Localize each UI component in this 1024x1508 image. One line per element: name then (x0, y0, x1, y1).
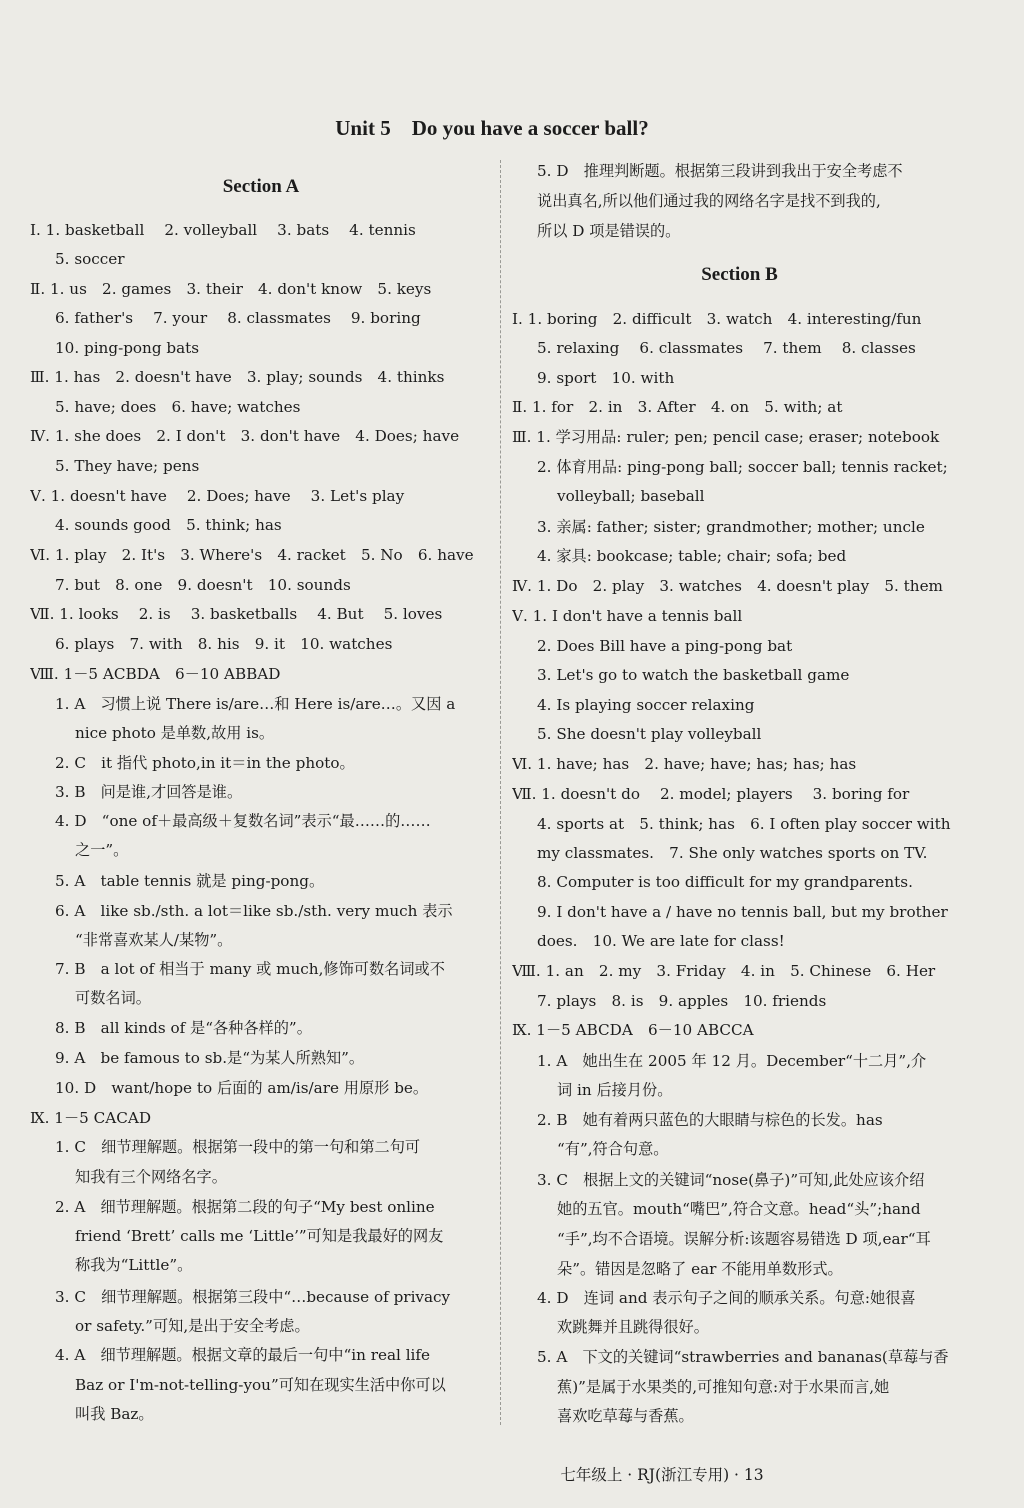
answer-line: 7. B a lot of 相当于 many 或 much,修饰可数名词或不 (55, 960, 445, 978)
answer-line: 4. sounds good 5. think; has (55, 516, 282, 534)
answer-line: 6. father's 7. your 8. classmates 9. boring (55, 309, 421, 327)
answer-line: my classmates. 7. She only watches sports on TV. (537, 844, 928, 862)
answer-line: Ⅲ. 1. 学习用品: ruler; pen; pencil case; eraser; notebook (512, 428, 940, 446)
answer-line: Ⅸ. 1－5 ABCDA 6－10 ABCCA (512, 1021, 754, 1039)
answer-line: 蕉)”是属于水果类的,可推知句意:对于水果而言,她 (557, 1378, 890, 1396)
page-footer: 七年级上 · RJ(浙江专用) · 13 (560, 1466, 764, 1484)
answer-line: does. 10. We are late for class! (537, 932, 785, 950)
answer-line: Ⅵ. 1. play 2. It's 3. Where's 4. racket 5. No 6. have (30, 546, 474, 564)
answer-line: 2. A 细节理解题。根据第二段的句子“My best online (55, 1198, 435, 1216)
answer-line: 1. A 她出生在 2005 年 12 月。December“十二月”,介 (537, 1052, 927, 1070)
answer-line: 5. A 下文的关键词“strawberries and bananas(草莓与香 (537, 1348, 949, 1366)
answer-line: Ⅷ. 1－5 ACBDA 6－10 ABBAD (30, 665, 281, 683)
answer-line: 2. Does Bill have a ping-pong bat (537, 637, 793, 655)
answer-line: Ⅰ. 1. boring 2. difficult 3. watch 4. interesting/fun (512, 310, 922, 328)
page-title: Unit 5 Do you have a soccer ball? (335, 116, 649, 140)
answer-line: Ⅶ. 1. looks 2. is 3. basketballs 4. But 5. loves (30, 605, 443, 623)
answer-line: 4. sports at 5. think; has 6. I often play soccer with (537, 815, 951, 833)
section-b-title: Section B (701, 264, 778, 285)
answer-line: 3. C 根据上文的关键词“nose(鼻子)”可知,此处应该介绍 (537, 1171, 925, 1189)
answer-line: Ⅴ. 1. I don't have a tennis ball (512, 607, 743, 625)
answer-line: 她的五官。mouth“嘴巴”,符合文意。head“头”;hand (557, 1200, 921, 1218)
answer-line: 4. D “one of＋最高级＋复数名词”表示“最……的…… (55, 812, 431, 830)
answer-line: Ⅴ. 1. doesn't have 2. Does; have 3. Let's play (30, 487, 405, 505)
answer-line: 8. B all kinds of 是“各种各样的”。 (55, 1019, 312, 1037)
answer-line: 所以 D 项是错误的。 (537, 222, 681, 240)
answer-line: 知我有三个网络名字。 (75, 1168, 227, 1186)
answer-line: 3. B 问是谁,才回答是谁。 (55, 783, 243, 801)
answer-line: 词 in 后接月份。 (557, 1081, 673, 1099)
answer-line: 6. A like sb./sth. a lot＝like sb./sth. very much 表示 (55, 902, 453, 920)
answer-line: 7. but 8. one 9. doesn't 10. sounds (55, 576, 351, 594)
answer-line: 10. ping-pong bats (55, 339, 200, 357)
answer-line: Ⅱ. 1. for 2. in 3. After 4. on 5. with; at (512, 398, 843, 416)
answer-line: 9. sport 10. with (537, 369, 675, 387)
answer-line: 9. A be famous to sb.是“为某人所熟知”。 (55, 1049, 365, 1067)
answer-line: 2. B 她有着两只蓝色的大眼睛与棕色的长发。has (537, 1111, 883, 1129)
answer-line: or safety.”可知,是出于安全考虑。 (75, 1317, 310, 1335)
answer-line: 7. plays 8. is 9. apples 10. friends (537, 992, 827, 1010)
answer-line: 9. I don't have a / have no tennis ball, but my brother (537, 903, 948, 921)
answer-line: 喜欢吃草莓与香蕉。 (557, 1407, 694, 1425)
answer-line: 4. A 细节理解题。根据文章的最后一句中“in real life (55, 1346, 431, 1364)
answer-line: Ⅷ. 1. an 2. my 3. Friday 4. in 5. Chinese 6. Her (512, 962, 936, 980)
answer-line: 6. plays 7. with 8. his 9. it 10. watches (55, 635, 393, 653)
answer-line: “有”,符合句意。 (557, 1140, 669, 1158)
answer-line: 可数名词。 (75, 989, 151, 1007)
answer-line: 5. soccer (55, 250, 125, 268)
answer-line: 3. 亲属: father; sister; grandmother; mother; uncle (537, 518, 925, 536)
answer-line: Ⅸ. 1－5 CACAD (30, 1109, 152, 1127)
answer-line: 称我为“Little”。 (75, 1256, 193, 1274)
answer-line: 4. Is playing soccer relaxing (537, 696, 755, 714)
answer-line: 之一”。 (75, 841, 129, 859)
answer-line: 朵”。错因是忽略了 ear 不能用单数形式。 (557, 1260, 843, 1278)
answer-line: Ⅱ. 1. us 2. games 3. their 4. don't know 5. keys (30, 280, 432, 298)
answer-line: nice photo 是单数,故用 is。 (75, 724, 275, 742)
answer-line: 3. C 细节理解题。根据第三段中“…because of privacy (55, 1288, 451, 1306)
answer-line: “手”,均不合语境。误解分析:该题容易错选 D 项,ear“耳 (557, 1230, 931, 1248)
answer-line: 3. Let's go to watch the basketball game (537, 666, 850, 684)
answer-line: 5. A table tennis 就是 ping-pong。 (55, 872, 325, 890)
answer-line: Ⅲ. 1. has 2. doesn't have 3. play; sounds 4. thinks (30, 368, 445, 386)
answer-line: 1. C 细节理解题。根据第一段中的第一句和第二句可 (55, 1138, 421, 1156)
answer-line: Ⅵ. 1. have; has 2. have; have; has; has; has (512, 755, 857, 773)
answer-line: 10. D want/hope to 后面的 am/is/are 用原形 be。 (55, 1079, 429, 1097)
answer-line: Ⅰ. 1. basketball 2. volleyball 3. bats 4. tennis (30, 221, 416, 239)
answer-line: Ⅳ. 1. she does 2. I don't 3. don't have 4. Does; have (30, 427, 460, 445)
answer-line: Ⅶ. 1. doesn't do 2. model; players 3. boring for (512, 785, 910, 803)
answer-line: 5. They have; pens (55, 457, 200, 475)
answer-line: 5. have; does 6. have; watches (55, 398, 301, 416)
answer-line: 欢跳舞并且跳得很好。 (557, 1318, 709, 1336)
answer-line: 4. D 连词 and 表示句子之间的顺承关系。句意:她很喜 (537, 1289, 916, 1307)
column-divider (500, 160, 501, 1425)
answer-line: Baz or I'm-not-telling-you”可知在现实生活中你可以 (75, 1376, 446, 1394)
answer-line: 叫我 Baz。 (75, 1405, 154, 1423)
answer-line: 5. She doesn't play volleyball (537, 725, 762, 743)
answer-line: “非常喜欢某人/某物”。 (75, 931, 233, 949)
answer-line: 说出真名,所以他们通过我的网络名字是找不到我的, (537, 192, 881, 210)
answer-line: 8. Computer is too difficult for my grandparents. (537, 873, 913, 891)
answer-line: volleyball; baseball (557, 487, 705, 505)
answer-line: 2. 体育用品: ping-pong ball; soccer ball; tennis racket; (537, 458, 948, 476)
answer-line: friend ‘Brett’ calls me ‘Little’”可知是我最好的网友 (75, 1227, 444, 1245)
answer-line: 5. D 推理判断题。根据第三段讲到我出于安全考虑不 (537, 162, 903, 180)
answer-line: Ⅳ. 1. Do 2. play 3. watches 4. doesn't play 5. them (512, 577, 943, 595)
answer-line: 4. 家具: bookcase; table; chair; sofa; bed (537, 547, 847, 565)
section-a-title: Section A (222, 176, 300, 197)
answer-line: 1. A 习惯上说 There is/are…和 Here is/are…。又因 a (55, 695, 456, 713)
answer-line: 2. C it 指代 photo,in it＝in the photo。 (55, 754, 355, 772)
answer-line: 5. relaxing 6. classmates 7. them 8. classes (537, 339, 916, 357)
